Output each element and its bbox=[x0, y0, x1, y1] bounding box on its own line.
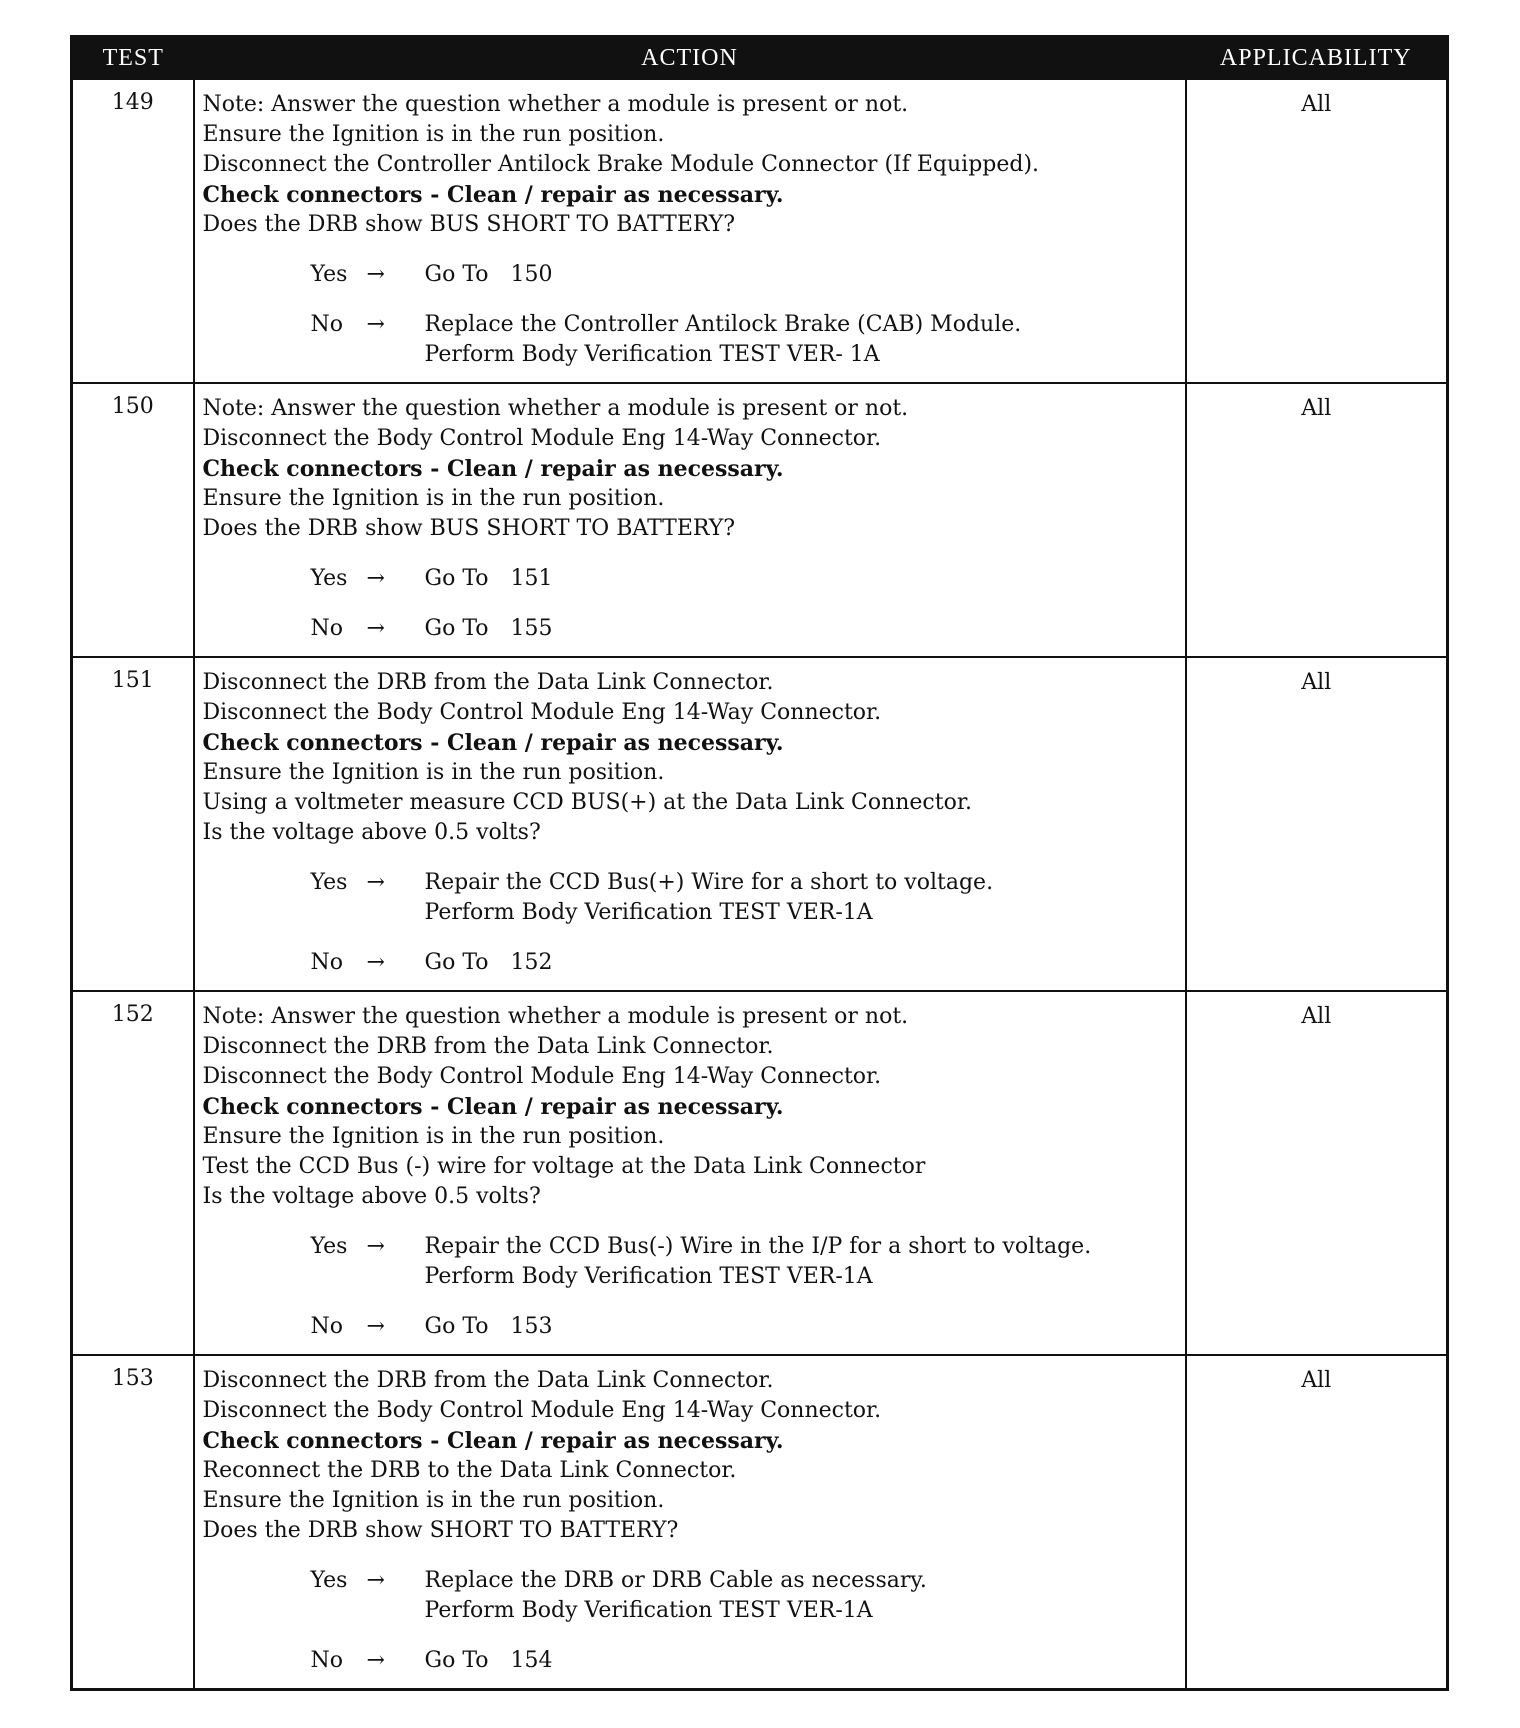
answer-result bbox=[425, 948, 553, 978]
applicability-value: All bbox=[1186, 657, 1448, 991]
right-arrow-icon: → bbox=[366, 950, 385, 975]
answer-result bbox=[425, 260, 553, 290]
answer-label: Yes bbox=[310, 1234, 348, 1259]
action-cell bbox=[194, 991, 1186, 1355]
goto-test-number: 152 bbox=[510, 950, 553, 975]
answer-yes bbox=[203, 868, 1177, 928]
action-step: Is the voltage above 0.5 volts? bbox=[202, 820, 541, 845]
action-step: Does the DRB show BUS SHORT TO BATTERY? bbox=[202, 516, 736, 541]
action-step: Disconnect the DRB from the Data Link Connector. bbox=[202, 1368, 774, 1393]
applicability-value: All bbox=[1186, 991, 1448, 1355]
action-step: Ensure the Ignition is in the run position. bbox=[202, 486, 665, 511]
action-step: Check connectors - Clean / repair as necessary. bbox=[202, 1094, 784, 1120]
answer-label: Yes bbox=[310, 870, 348, 895]
result-line: Perform Body Verification TEST VER-1A bbox=[424, 1264, 873, 1289]
answer-result bbox=[425, 1232, 1092, 1292]
diagnostic-test-table bbox=[70, 35, 1449, 1691]
result-line: Replace the Controller Antilock Brake (CAB) Module. bbox=[424, 312, 1022, 337]
test-number: 151 bbox=[72, 657, 194, 991]
applicability-value: All bbox=[1186, 1355, 1448, 1690]
action-step: Ensure the Ignition is in the run position. bbox=[202, 1488, 665, 1513]
action-step: Note: Answer the question whether a module is present or not. bbox=[202, 396, 909, 421]
table-row bbox=[72, 1355, 1448, 1690]
right-arrow-icon: → bbox=[366, 1314, 385, 1339]
test-number: 150 bbox=[72, 383, 194, 657]
action-cell bbox=[194, 657, 1186, 991]
answer-yes bbox=[203, 1232, 1177, 1292]
goto-test-number: 154 bbox=[510, 1648, 553, 1673]
goto-label: Go To bbox=[424, 1648, 489, 1673]
goto-label: Go To bbox=[424, 566, 489, 591]
answer-no bbox=[203, 310, 1177, 370]
answer-label: No bbox=[310, 1648, 343, 1673]
action-step: Reconnect the DRB to the Data Link Connector. bbox=[202, 1458, 737, 1483]
action-cell bbox=[194, 383, 1186, 657]
action-step: Disconnect the DRB from the Data Link Connector. bbox=[202, 1034, 774, 1059]
right-arrow-icon: → bbox=[366, 312, 385, 337]
action-step: Note: Answer the question whether a module is present or not. bbox=[202, 1004, 909, 1029]
answer-result bbox=[425, 1312, 553, 1342]
action-step: Does the DRB show BUS SHORT TO BATTERY? bbox=[202, 212, 736, 237]
test-number: 152 bbox=[72, 991, 194, 1355]
goto-test-number: 151 bbox=[510, 566, 553, 591]
table-header-row bbox=[72, 37, 1448, 80]
goto-test-number: 153 bbox=[510, 1314, 553, 1339]
applicability-value: All bbox=[1186, 383, 1448, 657]
action-step: Disconnect the Controller Antilock Brake Module Connector (If Equipped). bbox=[202, 152, 1040, 177]
right-arrow-icon: → bbox=[366, 1568, 385, 1593]
answer-yes bbox=[203, 260, 1177, 290]
action-step: Ensure the Ignition is in the run position. bbox=[202, 1124, 665, 1149]
answer-no bbox=[203, 1312, 1177, 1342]
table-row bbox=[72, 991, 1448, 1355]
action-step: Check connectors - Clean / repair as necessary. bbox=[202, 730, 784, 756]
action-step: Check connectors - Clean / repair as necessary. bbox=[202, 456, 784, 482]
result-line: Perform Body Verification TEST VER-1A bbox=[424, 1598, 873, 1623]
header-applicability: APPLICABILITY bbox=[1186, 37, 1448, 80]
right-arrow-icon: → bbox=[366, 1648, 385, 1673]
action-step: Check connectors - Clean / repair as necessary. bbox=[202, 182, 784, 208]
result-line: Perform Body Verification TEST VER- 1A bbox=[424, 342, 880, 367]
applicability-value: All bbox=[1186, 79, 1448, 383]
procedure-sheet bbox=[70, 35, 1446, 1691]
goto-label: Go To bbox=[424, 616, 489, 641]
action-step: Does the DRB show SHORT TO BATTERY? bbox=[202, 1518, 679, 1543]
answer-result bbox=[425, 310, 1022, 370]
answer-label: Yes bbox=[310, 566, 348, 591]
action-step: Ensure the Ignition is in the run position. bbox=[202, 760, 665, 785]
result-line: Repair the CCD Bus(+) Wire for a short to voltage. bbox=[424, 870, 994, 895]
answer-no bbox=[203, 948, 1177, 978]
header-action: ACTION bbox=[194, 37, 1186, 80]
answer-no bbox=[203, 1646, 1177, 1676]
table-row bbox=[72, 383, 1448, 657]
action-step: Disconnect the Body Control Module Eng 14-Way Connector. bbox=[202, 1064, 882, 1089]
answer-label: No bbox=[310, 950, 343, 975]
answer-result bbox=[425, 1566, 927, 1626]
result-line: Perform Body Verification TEST VER-1A bbox=[424, 900, 873, 925]
goto-label: Go To bbox=[424, 262, 489, 287]
table-row bbox=[72, 79, 1448, 383]
answer-no bbox=[203, 614, 1177, 644]
answer-label: No bbox=[310, 312, 343, 337]
goto-test-number: 155 bbox=[510, 616, 553, 641]
answer-result bbox=[425, 1646, 553, 1676]
answer-result bbox=[425, 564, 553, 594]
test-number: 149 bbox=[72, 79, 194, 383]
action-step: Disconnect the Body Control Module Eng 14-Way Connector. bbox=[202, 1398, 882, 1423]
answer-label: No bbox=[310, 1314, 343, 1339]
action-step: Test the CCD Bus (-) wire for voltage at the Data Link Connector bbox=[202, 1154, 926, 1179]
action-step: Is the voltage above 0.5 volts? bbox=[202, 1184, 541, 1209]
action-step: Note: Answer the question whether a module is present or not. bbox=[202, 92, 909, 117]
answer-yes bbox=[203, 564, 1177, 594]
action-step: Disconnect the Body Control Module Eng 14-Way Connector. bbox=[202, 700, 882, 725]
result-line: Repair the CCD Bus(-) Wire in the I/P for a short to voltage. bbox=[424, 1234, 1092, 1259]
answer-result bbox=[425, 868, 994, 928]
action-step: Disconnect the DRB from the Data Link Connector. bbox=[202, 670, 774, 695]
answer-label: Yes bbox=[310, 1568, 348, 1593]
answer-label: Yes bbox=[310, 262, 348, 287]
action-cell bbox=[194, 79, 1186, 383]
answer-result bbox=[425, 614, 553, 644]
action-step: Using a voltmeter measure CCD BUS(+) at the Data Link Connector. bbox=[202, 790, 972, 815]
right-arrow-icon: → bbox=[366, 566, 385, 591]
action-step: Check connectors - Clean / repair as necessary. bbox=[202, 1428, 784, 1454]
right-arrow-icon: → bbox=[366, 262, 385, 287]
right-arrow-icon: → bbox=[366, 1234, 385, 1259]
goto-label: Go To bbox=[424, 1314, 489, 1339]
table-body bbox=[72, 79, 1448, 1690]
action-step: Disconnect the Body Control Module Eng 14-Way Connector. bbox=[202, 426, 882, 451]
right-arrow-icon: → bbox=[366, 870, 385, 895]
goto-label: Go To bbox=[424, 950, 489, 975]
action-step: Ensure the Ignition is in the run position. bbox=[202, 122, 665, 147]
action-cell bbox=[194, 1355, 1186, 1690]
answer-label: No bbox=[310, 616, 343, 641]
answer-yes bbox=[203, 1566, 1177, 1626]
header-test: TEST bbox=[72, 37, 194, 80]
goto-test-number: 150 bbox=[510, 262, 553, 287]
right-arrow-icon: → bbox=[366, 616, 385, 641]
table-row bbox=[72, 657, 1448, 991]
result-line: Replace the DRB or DRB Cable as necessary. bbox=[424, 1568, 927, 1593]
test-number: 153 bbox=[72, 1355, 194, 1690]
